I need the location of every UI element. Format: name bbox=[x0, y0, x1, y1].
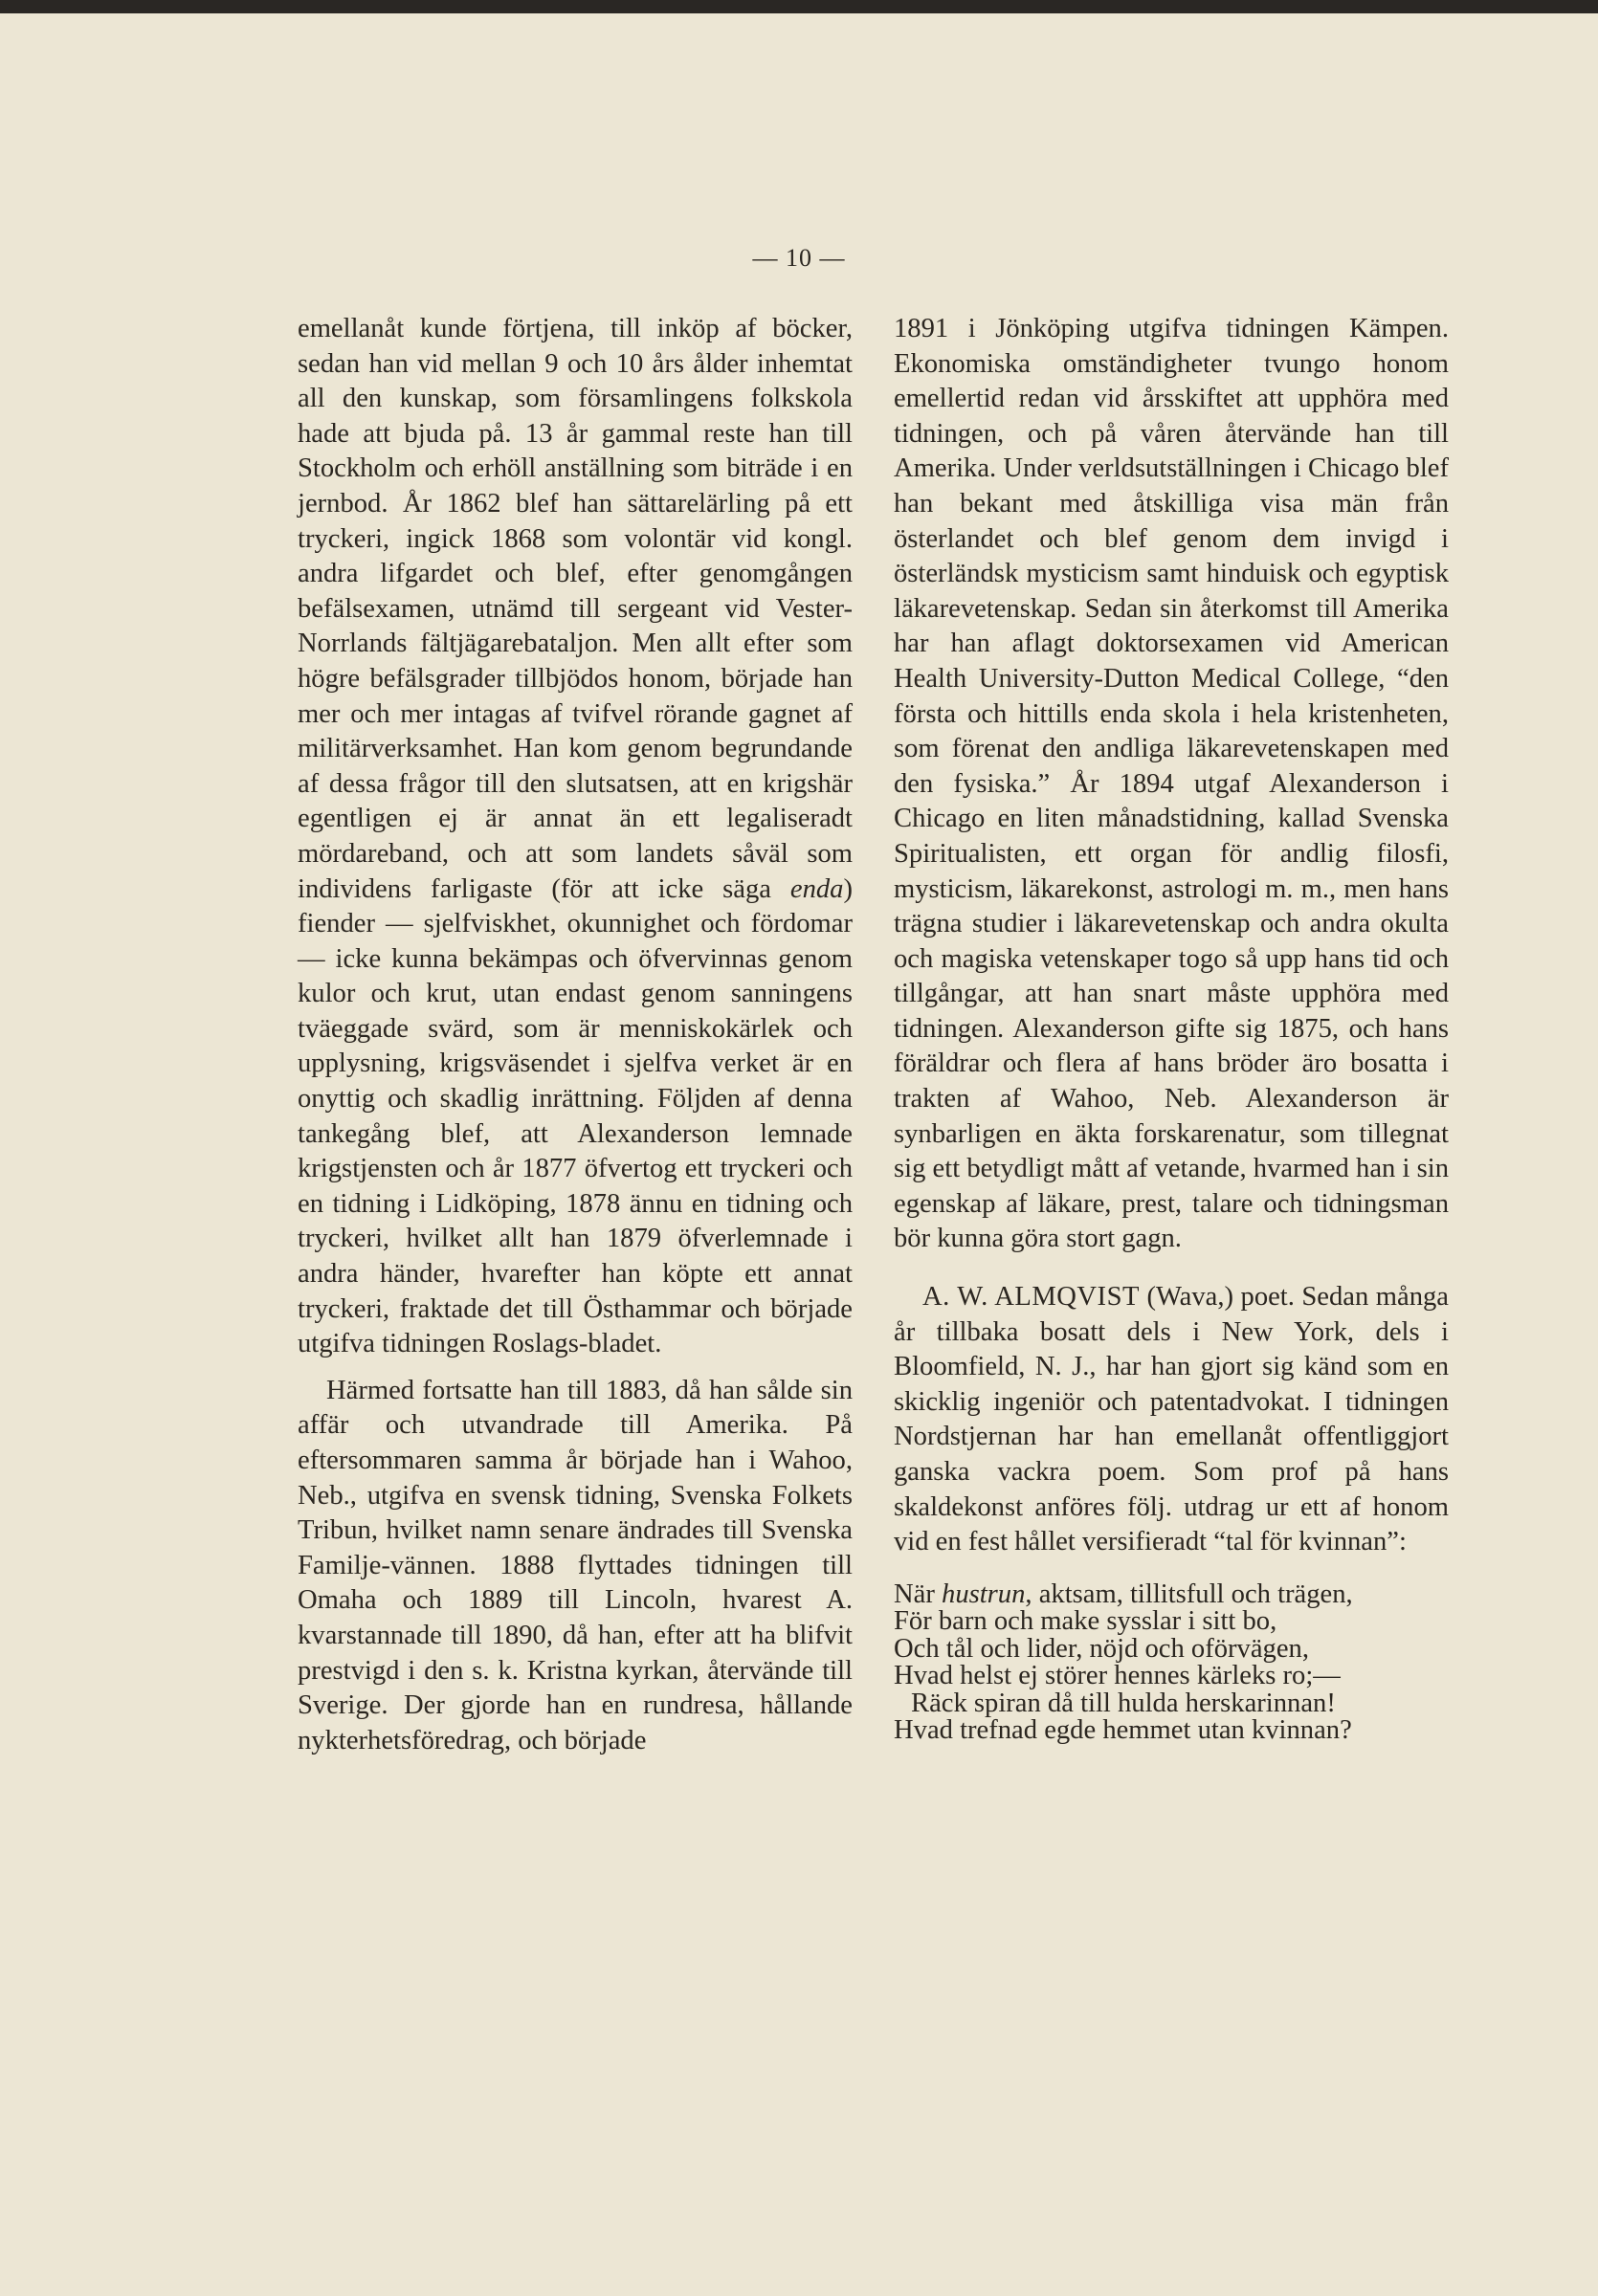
poem-line-4: Hvad helst ej störer hennes kärleks ro;— bbox=[894, 1661, 1341, 1691]
poem-line-3: Och tål och lider, nöjd och oförvägen, bbox=[894, 1633, 1309, 1664]
left-paragraph-2: Härmed fortsatte han till 1883, då han sålde sin affär och utvandrade till Amerika. På eftersommaren samma år började han i Wahoo, Neb., utgifva en svensk tidning, Svenska Folkets Tribun, hvilket namn senare ändrades till Svenska Familje-vännen. 1888 flyttades tidningen till Omaha och 1889 till Lincoln, hvarest A. kvarstannade till 1890, då han, efter att ha blifvit prestvigd i den s. k. Kristna kyrkan, återvände till Sverige. Der gjorde han en rundresa, hållande nykterhetsföredrag, och började bbox=[298, 1375, 853, 1755]
entry-name: A. W. ALMQVIST bbox=[922, 1282, 1140, 1313]
poem-excerpt bbox=[894, 1578, 1449, 1746]
scan-top-edge bbox=[0, 0, 1598, 13]
left-paragraph-1 bbox=[298, 312, 853, 1362]
emphasis-hustrun: hustrun bbox=[942, 1578, 1026, 1609]
poem-line-5: Räck spiran då till hulda herskarinnan! bbox=[911, 1688, 1336, 1718]
right-paragraph-1: 1891 i Jönköping utgifva tidningen Kämpen. Ekonomiska omständigheter tvungo honom emellertid redan vid årsskiftet att upphöra med tidningen, och på våren återvände han till Amerika. Under verldsutställningen i Chicago blef han bekant med åtskilliga visa män från österlandet och blef genom dem invigd i österländsk mysticism samt hinduisk och egyptisk läkarevetenskap. Sedan sin återkomst till Amerika har han aflagt doktorsexamen vid American Health University-Dutton Medical College, “den första och hittills enda skola i hela kristenheten, som förenat den andliga läkarevetenskapen med den fysiska.” År 1894 utgaf Alexanderson i Chicago en liten månadstidning, kallad Svenska Spiritualisten, ett organ för andlig filosfi, mysticism, läkarekonst, astrologi m. m., men hans trägna studier i läkarevetenskap och andra okulta och magiska vetenskaper togo så upp hans tid och tillgångar, att han snart måste upphöra med tidningen. Alexanderson gifte sig 1875, och hans föräldrar och flera af hans bröder äro bosatta i trakten af Wahoo, Neb. Alexanderson är synbarligen en äkta forskarenatur, som tillegnat sig ett betydligt mått af vetande, hvarmed han i sin egenskap af läkare, prest, talare och tidningsman bör kunna göra stort gagn. bbox=[894, 314, 1449, 1254]
emphasis-enda: enda bbox=[789, 873, 844, 904]
right-column bbox=[894, 312, 1449, 1745]
almqvist-entry bbox=[894, 1280, 1449, 1560]
left-paragraph-1-text-end: ) fiender — sjelfviskhet, okunnighet och fördomar — icke kunna bekämpas och öfvervinnas genom kulor och krut, utan endast genom sanningens tväeggade svärd, som är menniskokärlek och upplysning, krigsväsendet i sjelfva verket är en onyttig och skadlig inrättning. Följden af denna tankegång blef, att Alexanderson lemnade krigstjensten och år 1877 öfvertog ett tryckeri och en tidning i Lidköping, 1878 ännu en tidning och tryckeri, hvilket allt han 1879 öfverlemnade i andra händer, hvarefter han köpte ett annat tryckeri, fraktade det till Östhammar och började utgifva tidningen Roslags-bladet. bbox=[298, 873, 853, 1359]
left-paragraph-1-text: emellanåt kunde förtjena, till inköp af böcker, sedan han vid mellan 9 och 10 års ålder inhemtat all den kunskap, som församlingens folkskola hade att bjuda på. 13 år gammal reste han till Stockholm och erhöll anställning som biträde i en jernbod. År 1862 blef han sättarelärling på ett tryckeri, ingick 1868 som volontär vid kongl. andra lifgardet och blef, efter genomgången befälsexamen, utnämd till sergeant vid Vester-Norrlands fältjägarebataljon. Men allt efter som högre befälsgrader tillbjödos honom, började han mer och mer intagas af tvifvel rörande gagnet af militärverksamhet. Han kom genom begrundande af dessa frågor till den slutsatsen, att en krigshär egentligen ej är annat än ett legaliseradt mördareband, och att som landets såväl som individens farligaste (för att icke säga bbox=[298, 314, 853, 904]
left-column bbox=[298, 312, 853, 1758]
entry-text: (Wava,) poet. Sedan många år tillbaka bosatt dels i New York, dels i Bloomfield, N. J., har han gjort sig känd som en skicklig ingeniör och patentadvokat. I tidningen Nordstjernan har han emellanåt offentliggjort ganska vackra poem. Som prof på hans skaldekonst anföres följ. utdrag ur ett af honom vid en fest hållet versifieradt “tal för kvinnan”: bbox=[894, 1282, 1449, 1557]
poem-line-1: När hustrun, aktsam, tillitsfull och trägen, bbox=[894, 1578, 1353, 1609]
poem-line-6: Hvad trefnad egde hemmet utan kvinnan? bbox=[894, 1715, 1352, 1746]
page-number: — 10 — bbox=[752, 244, 846, 272]
poem-line-2: För barn och make sysslar i sitt bo, bbox=[894, 1606, 1277, 1637]
